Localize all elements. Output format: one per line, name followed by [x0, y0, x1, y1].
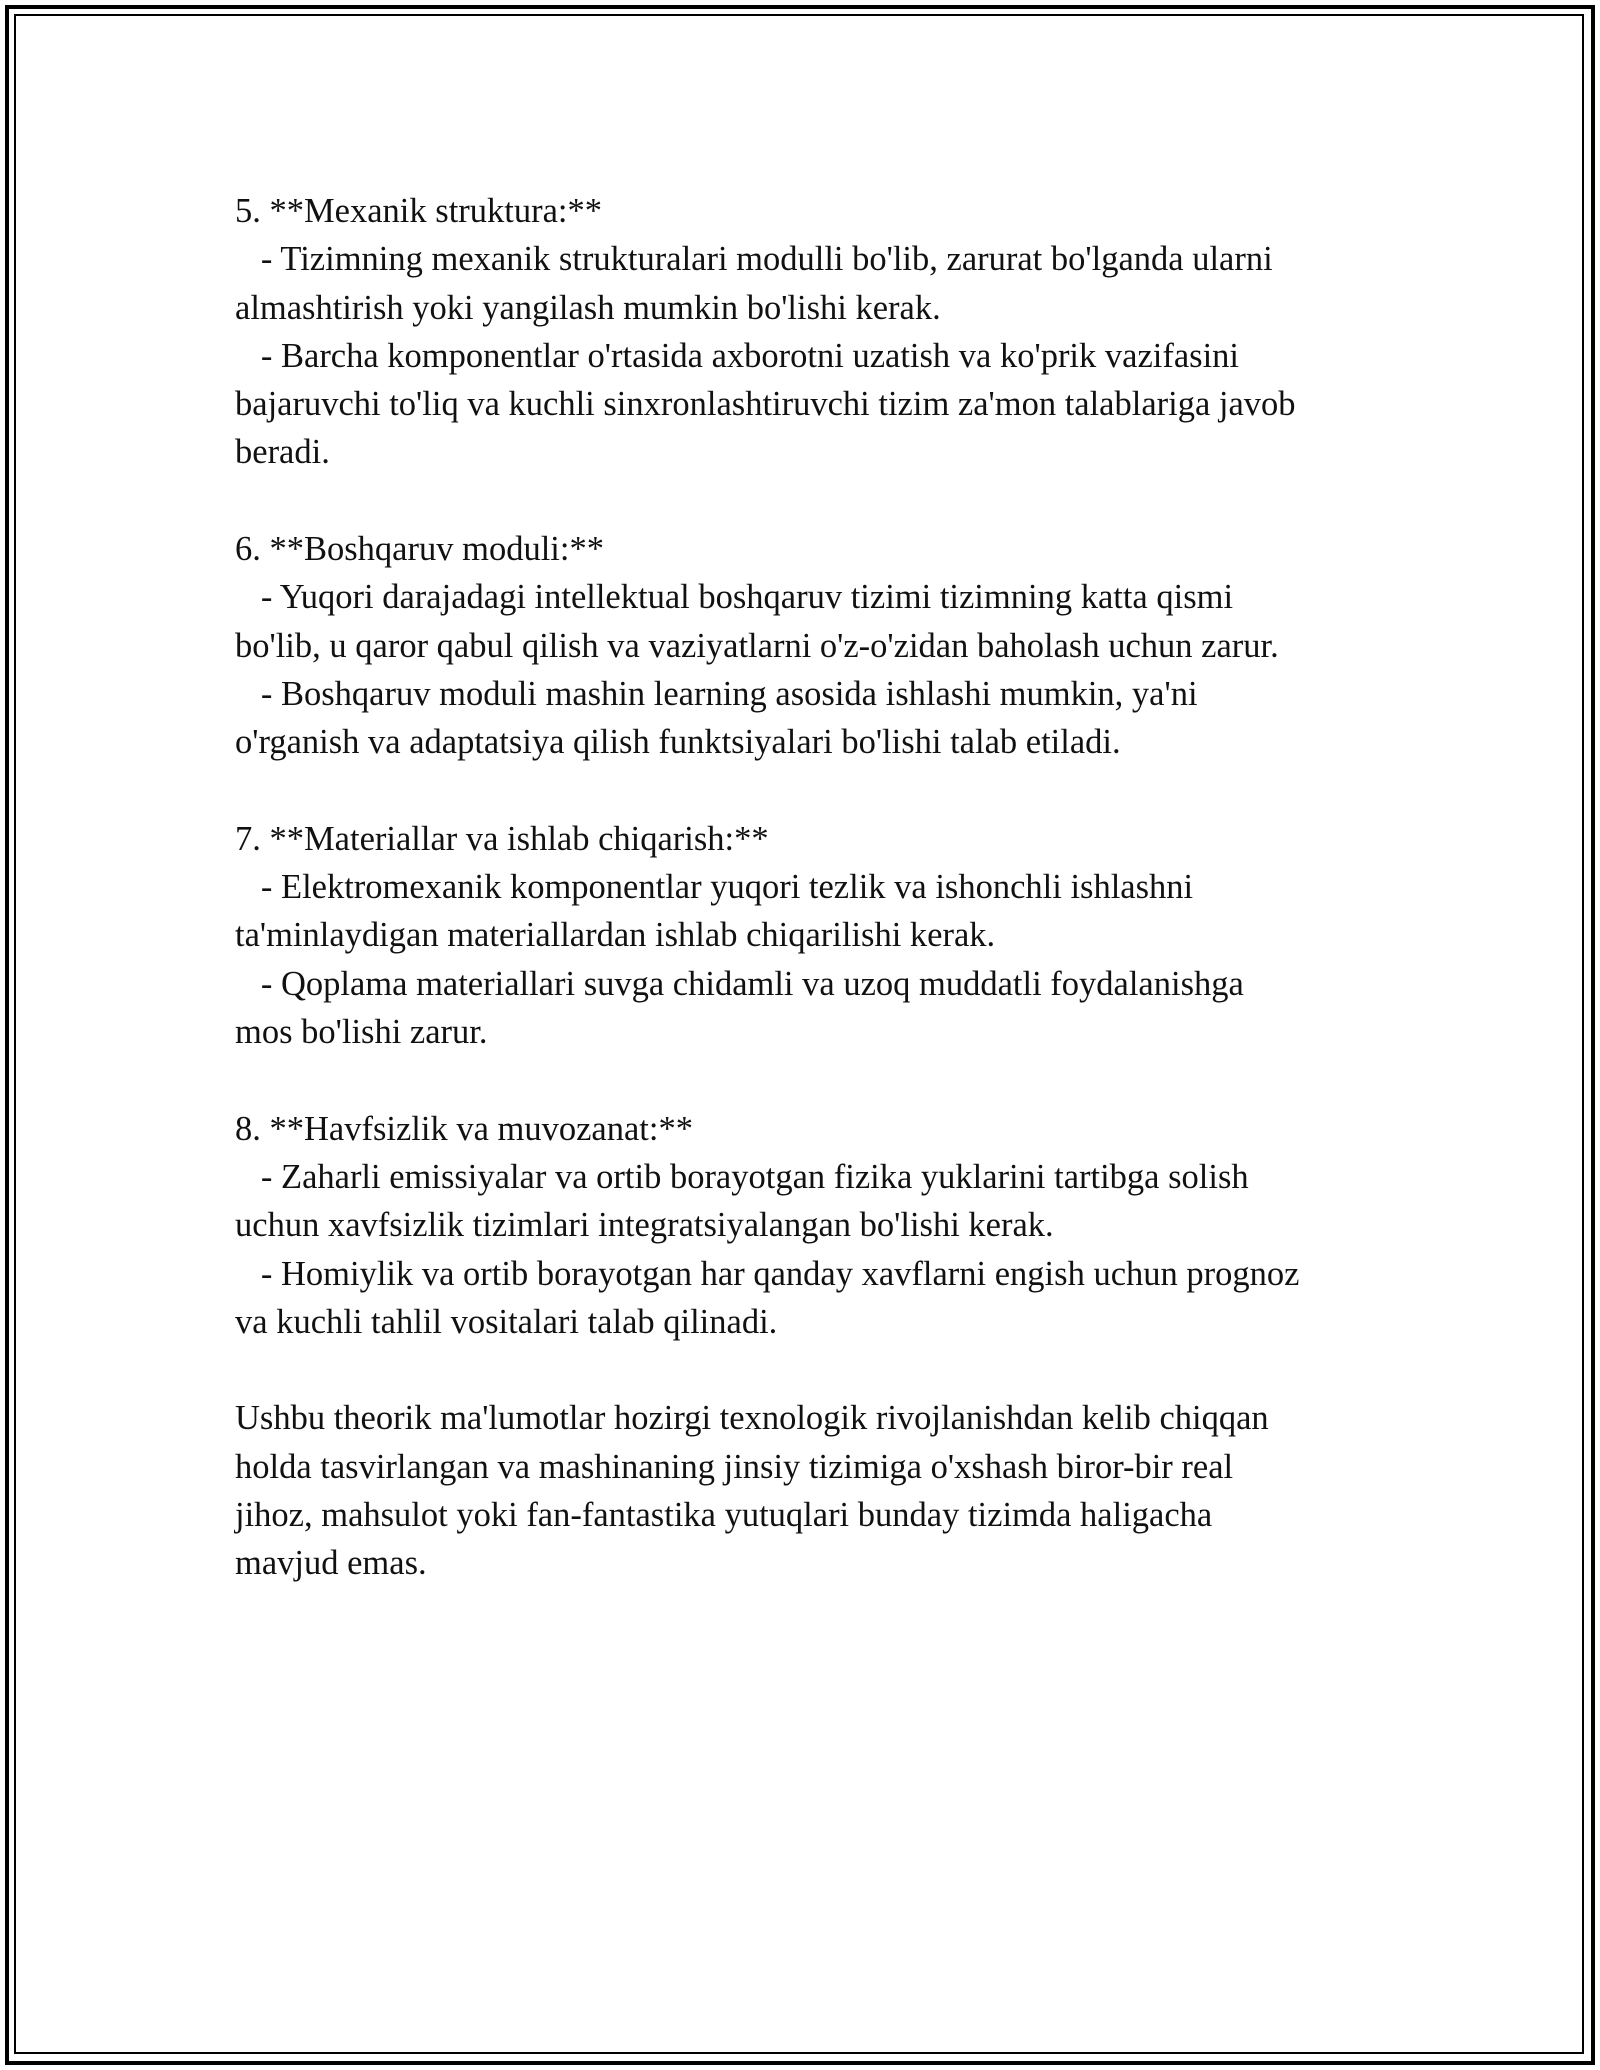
text-line: - Elektromexanik komponentlar yuqori tezlik va ishonchli ishlashni	[235, 868, 1194, 907]
section-heading: 8. **Havfsizlik va muvozanat:**	[235, 1109, 693, 1148]
text-line: bo'lib, u qaror qabul qilish va vaziyatlarni o'z-o'zidan baholash uchun zarur.	[235, 626, 1279, 665]
text-line: almashtirish yoki yangilash mumkin bo'lishi kerak.	[235, 288, 941, 327]
text-line: o'rganish va adaptatsiya qilish funktsiyalari bo'lishi talab etiladi.	[235, 723, 1121, 762]
section-heading: 7. **Materiallar va ishlab chiqarish:**	[235, 819, 769, 858]
text-line: jihoz, mahsulot yoki fan-fantastika yutuqlari bunday tizimda haligacha	[235, 1496, 1213, 1535]
text-line: - Yuqori darajadagi intellektual boshqaruv tizimi tizimning katta qismi	[235, 578, 1234, 617]
text-line: bajaruvchi to'liq va kuchli sinxronlashtiruvchi tizim za'mon talablariga javob	[235, 385, 1296, 424]
section-heading: 5. **Mexanik struktura:**	[235, 192, 602, 230]
section-materials-production	[235, 815, 1395, 1056]
text-line: - Barcha komponentlar o'rtasida axborotni uzatish va ko'prik vazifasini	[235, 336, 1240, 375]
closing-paragraph	[235, 1394, 1395, 1587]
text-line: Ushbu theorik ma'lumotlar hozirgi texnologik rivojlanishdan kelib chiqqan	[235, 1399, 1269, 1438]
section-heading: 6. **Boshqaruv moduli:**	[235, 530, 604, 569]
text-line: - Boshqaruv moduli mashin learning asosida ishlashi mumkin, ya'ni	[235, 674, 1198, 713]
text-line: ta'minlaydigan materiallardan ishlab chiqarilishi kerak.	[235, 916, 996, 955]
text-line: beradi.	[235, 433, 330, 472]
text-line: - Qoplama materiallari suvga chidamli va uzoq muddatli foydalanishga	[235, 964, 1244, 1003]
text-line: holda tasvirlangan va mashinaning jinsiy tizimiga o'xshash biror-bir real	[235, 1447, 1234, 1486]
text-line: - Zaharli emissiyalar va ortib borayotgan fizika yuklarini tartibga solish	[235, 1157, 1249, 1196]
section-mechanical-structure	[235, 187, 1395, 477]
text-line: - Tizimning mexanik strukturalari modulli bo'lib, zarurat bo'lganda ularni	[235, 240, 1273, 279]
text-line: mavjud emas.	[235, 1544, 427, 1583]
text-line: uchun xavfsizlik tizimlari integratsiyalangan bo'lishi kerak.	[235, 1206, 1054, 1245]
text-line: mos bo'lishi zarur.	[235, 1013, 488, 1052]
text-line: va kuchli tahlil vositalari talab qilinadi.	[235, 1302, 778, 1341]
text-line: - Homiylik va ortib borayotgan har qanday xavflarni engish uchun prognoz	[235, 1254, 1300, 1293]
section-safety-balance	[235, 1105, 1395, 1346]
document-body	[235, 187, 1395, 1636]
section-control-module	[235, 525, 1395, 766]
